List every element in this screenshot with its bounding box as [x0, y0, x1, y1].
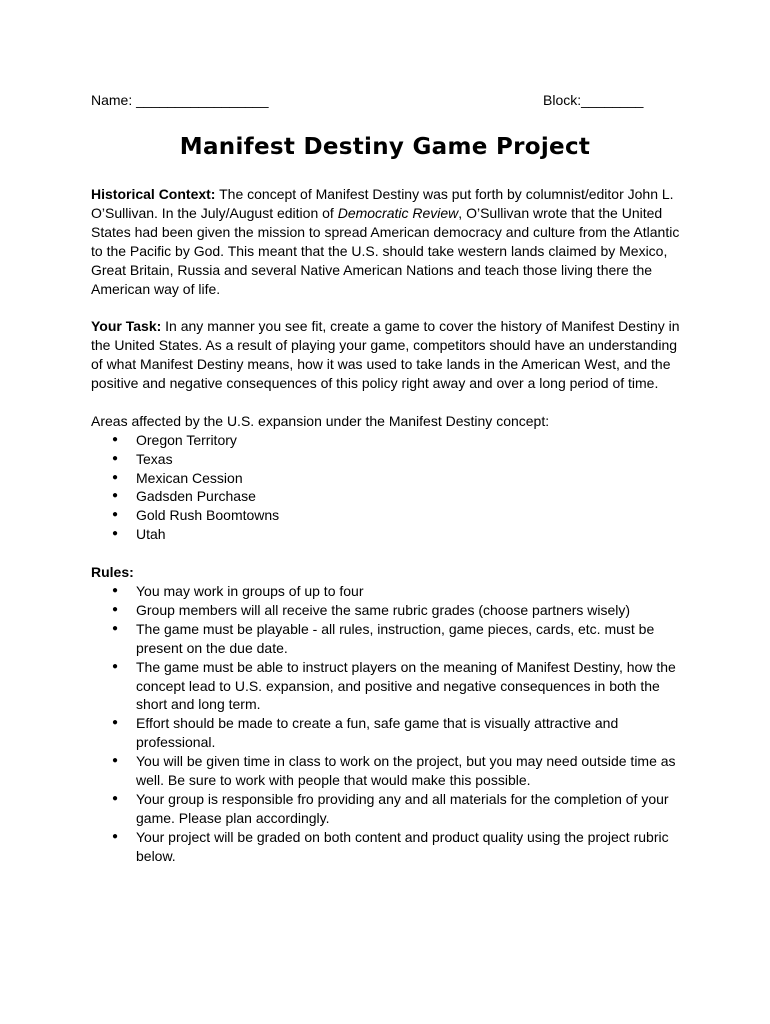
list-item: ● You may work in groups of up to four [91, 582, 691, 601]
task-text: In any manner you see fit, create a game to cover the history of Manifest Destiny in the United States. As a result of playing your game, competitors should have an understanding of what Manifest Destiny means, how it was used to take lands in the American West, and the positive and negative consequences of this policy right away and over a long period of time. [91, 318, 680, 392]
list-item: ● Your group is responsible fro providing any and all materials for the completion of your game. Please plan accordingly. [91, 790, 691, 828]
list-item: ● Effort should be made to create a fun, safe game that is visually attractive and professional. [91, 714, 691, 752]
areas-list [91, 431, 691, 544]
areas-intro: Areas affected by the U.S. expansion under the Manifest Destiny concept: [91, 412, 550, 429]
historical-context-text-1: The concept of Manifest Destiny was put forth by columnist/editor John L. O’Sullivan. In the July/August edition of [91, 186, 674, 221]
list-item: ● Mexican Cession [91, 469, 691, 488]
document-body [91, 185, 691, 866]
list-item: ● The game must be able to instruct players on the meaning of Manifest Destiny, how the concept lead to U.S. expansion, and positive and negative consequences in both the short and long term. [91, 658, 691, 715]
list-item: ● Utah [91, 525, 691, 544]
rules-label: Rules: [91, 564, 134, 581]
list-item: ● You will be given time in class to work on the project, but you may need outside time as well. Be sure to work with people that would make this possible. [91, 752, 691, 790]
list-item: ● The game must be playable - all rules, instruction, game pieces, cards, etc. must be present on the due date. [91, 620, 691, 658]
list-item: ● Your project will be graded on both content and product quality using the project rubric below. [91, 828, 691, 866]
block-field-label: Block:________ [543, 92, 644, 108]
historical-context-text-2: , O’Sullivan wrote that the United States had been given the mission to spread American democracy and culture from the Atlantic to the Pacific by God. This meant that the U.S. should take western lands claimed by Mexico, Great Britain, Russia and several Native American Nations and teach those living there the American way of life. [91, 204, 680, 297]
task-paragraph [91, 317, 691, 393]
list-item: ● Group members will all receive the same rubric grades (choose partners wisely) [91, 601, 691, 620]
list-item: ● Texas [91, 450, 691, 469]
publication-title: Democratic Review [337, 204, 459, 221]
historical-context-paragraph [91, 185, 691, 298]
list-item: ● Gold Rush Boomtowns [91, 506, 691, 525]
document-title: Manifest Destiny Game Project [179, 134, 591, 160]
historical-context-label: Historical Context: [91, 186, 216, 202]
name-field-label: Name: _________________ [91, 92, 269, 108]
list-item: ● Gadsden Purchase [91, 487, 691, 506]
task-label: Your Task: [91, 318, 162, 335]
rules-list [91, 582, 691, 866]
list-item: ● Oregon Territory [91, 431, 691, 450]
